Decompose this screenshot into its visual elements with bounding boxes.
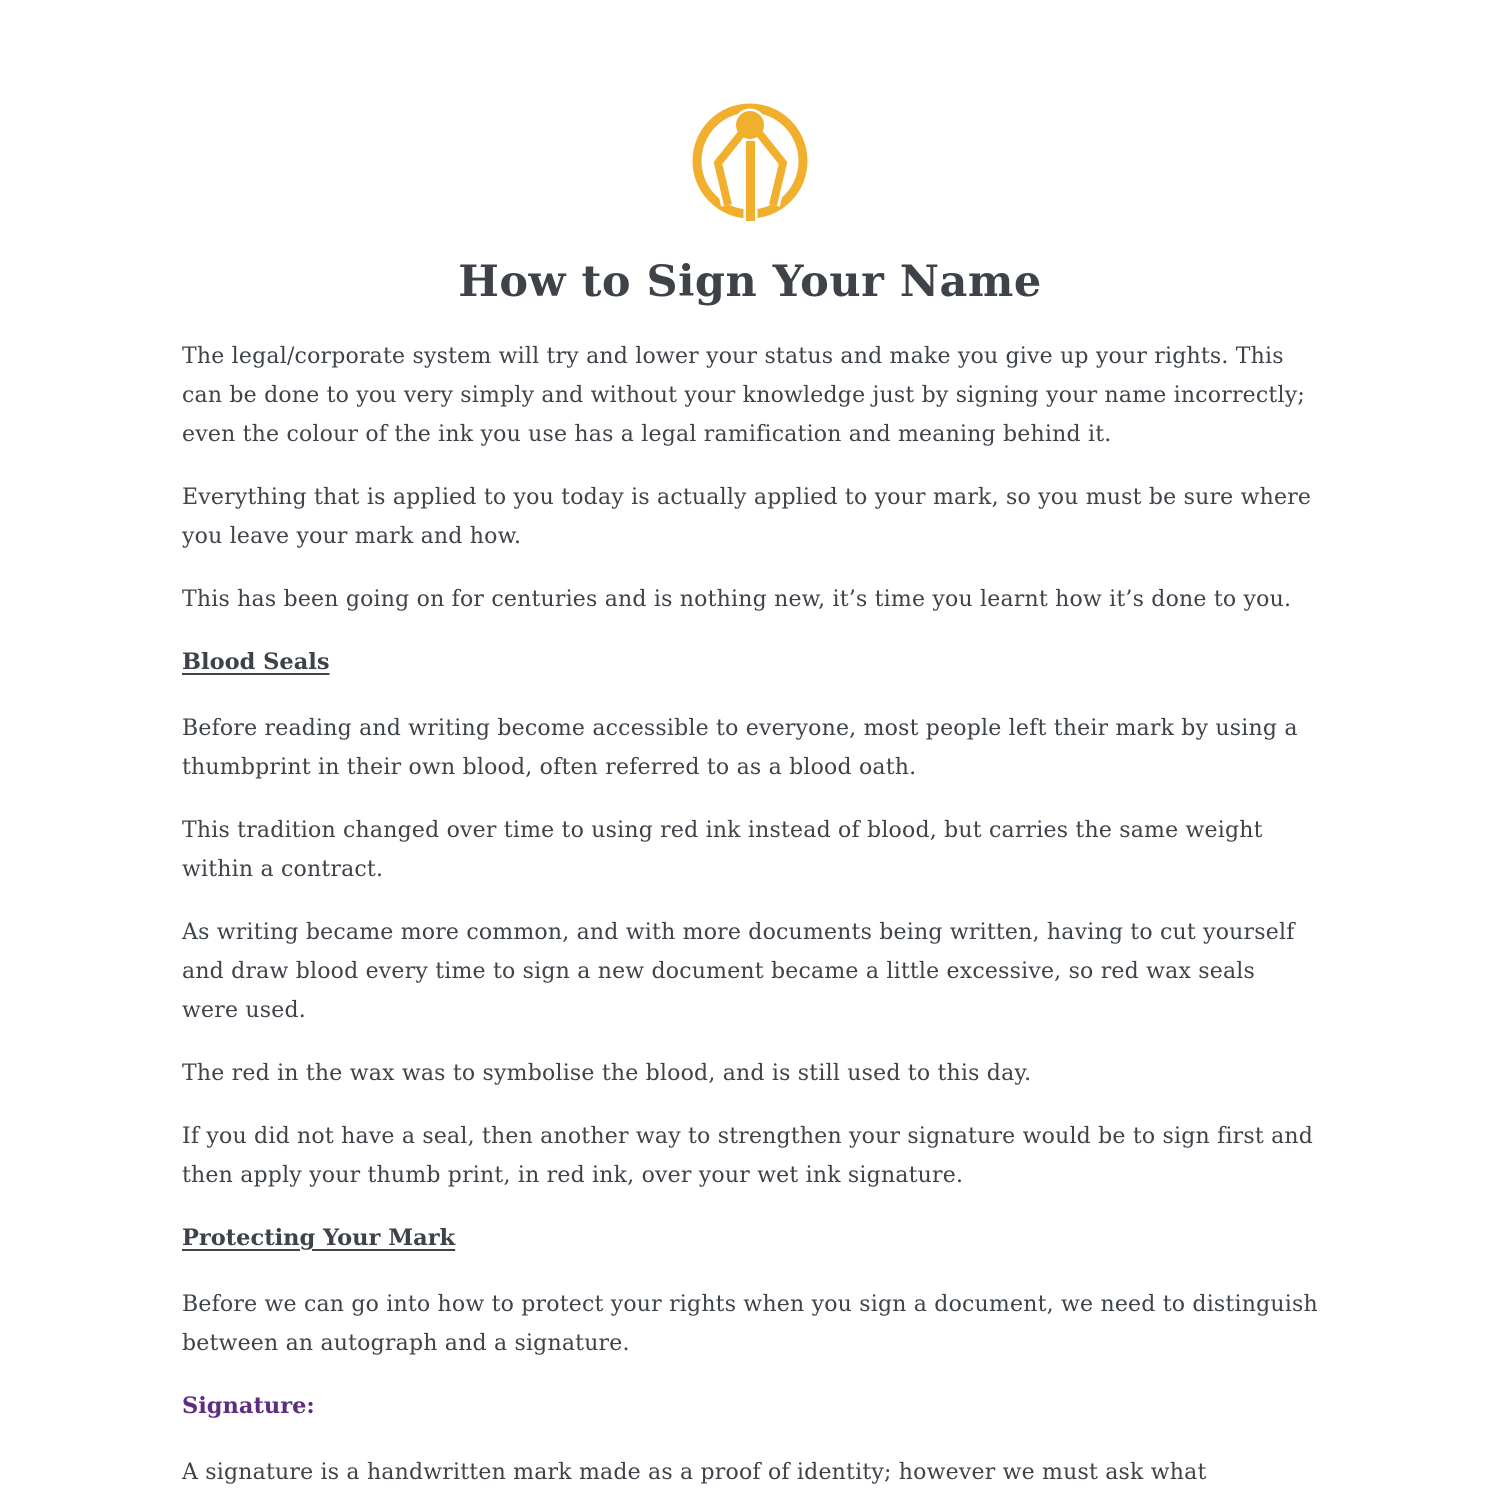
page-title: How to Sign Your Name <box>458 257 1042 307</box>
section-heading-protecting-your-mark: Protecting Your Mark <box>182 1225 456 1251</box>
paragraph-intro-3: This has been going on for centuries and is nothing new, it’s time you learnt how it’s done to you. <box>182 587 1292 612</box>
section-heading-blood-seals: Blood Seals <box>182 649 330 675</box>
subheading-signature: Signature: <box>182 1393 315 1419</box>
paragraph-intro-1: The legal/corporate system will try and lower your status and make you give up your rights. This can be done to you very simply and without your knowledge just by signing your name incorrectly; even the colour of the ink you use has a legal ramification and meaning behind it. <box>182 344 1305 447</box>
figure-in-circle-logo <box>680 93 820 233</box>
paragraph-protecting-1: Before we can go into how to protect your rights when you sign a document, we need to distinguish between an autograph and a signature. <box>182 1292 1318 1356</box>
document-body <box>182 337 1318 1492</box>
paragraph-blood-seals-5: If you did not have a seal, then another way to strengthen your signature would be to sign first and then apply your thumb print, in red ink, over your wet ink signature. <box>182 1124 1314 1188</box>
logo-container <box>0 0 1500 233</box>
paragraph-blood-seals-1: Before reading and writing become accessible to everyone, most people left their mark by using a thumbprint in their own blood, often referred to as a blood oath. <box>182 716 1298 780</box>
paragraph-intro-2: Everything that is applied to you today is actually applied to your mark, so you must be sure where you leave your mark and how. <box>182 485 1312 549</box>
paragraph-blood-seals-4: The red in the wax was to symbolise the blood, and is still used to this day. <box>182 1061 1032 1086</box>
paragraph-blood-seals-3: As writing became more common, and with more documents being written, having to cut yourself and draw blood every time to sign a new document became a little excessive, so red wax seals were used. <box>182 920 1295 1023</box>
paragraph-blood-seals-2: This tradition changed over time to using red ink instead of blood, but carries the same weight within a contract. <box>182 818 1263 882</box>
paragraph-signature-1: A signature is a handwritten mark made as a proof of identity; however we must ask what <box>182 1460 1207 1485</box>
